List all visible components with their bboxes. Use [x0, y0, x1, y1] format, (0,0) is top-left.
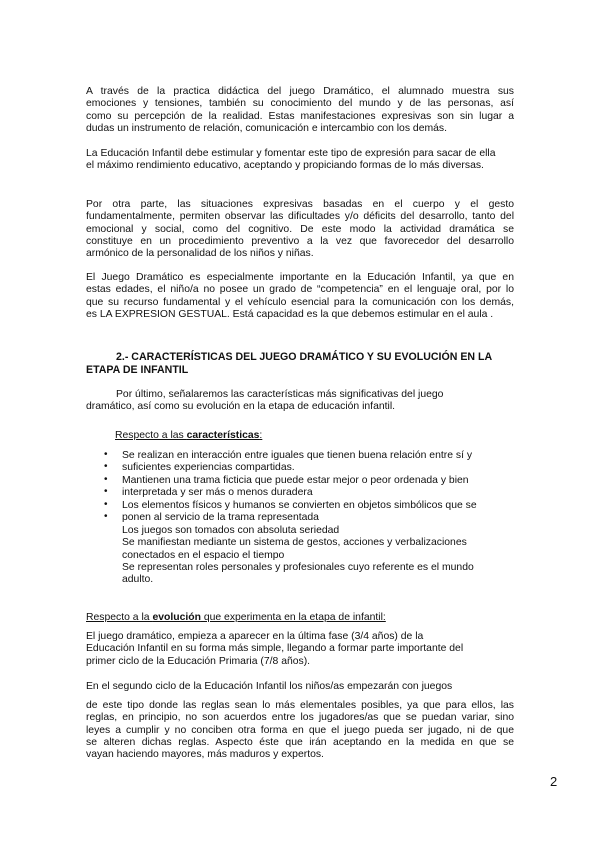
bullet-icon: •	[104, 461, 108, 473]
indented-characteristics	[122, 525, 522, 586]
heading-line: 2.- CARACTERÍSTICAS DEL JUEGO DRAMÁTICO Y SU EVOLUCIÓN EN LA	[116, 351, 493, 363]
paragraph-segundo-ciclo	[86, 681, 514, 693]
subheading-prefix: Respecto a las	[115, 430, 187, 441]
text-line: se alteren dichas reglas. Aspecto éste que irán aceptando en la medida en que se	[86, 736, 514, 748]
text-line: dudas un instrumento de relación, comunicación e intercambio con los demás.	[86, 122, 447, 134]
text-line: A través de la practica didáctica del juego Dramático, el alumnado muestra sus	[86, 86, 514, 97]
list-item: • suficientes experiencias compartidas.	[104, 461, 295, 474]
text-line: Por otra parte, las situaciones expresivas basadas en el cuerpo y el gesto	[86, 199, 514, 210]
text-line: El juego dramático, empieza a aparecer en la última fase (3/4 años) de la	[86, 631, 424, 642]
text-line: el máximo rendimiento educativo, aceptando y propiciando formas de lo más diversas.	[86, 160, 484, 172]
text-line: Se representan roles personales y profesionales cuyo referente es el mundo	[122, 561, 474, 573]
text-line: emocional y social, como del cognitivo. De este modo la actividad dramática se	[86, 223, 514, 235]
list-item: • interpretada y ser más o menos duradera	[104, 486, 313, 499]
text-line: fundamentalmente, permiten observar las dificultades y/o déficits del desarrollo, tanto del	[86, 211, 514, 223]
paragraph-reglas	[86, 700, 514, 761]
text-line: adulto.	[122, 574, 154, 586]
subheading-bold: características	[186, 430, 260, 441]
text-line: conectados en el espacio el tiempo	[122, 549, 285, 561]
list-item: • Se realizan en interacción entre iguales que tienen buena relación entre sí y	[104, 449, 473, 461]
paragraph-juego-dramatico	[86, 272, 514, 321]
subheading-suffix: que experimenta en la etapa de infantil:	[200, 612, 386, 623]
subheading-evolucion	[86, 612, 514, 624]
subheading-suffix: :	[259, 430, 263, 441]
text-line: leyes a cumplir y no conciben otra forma en que el juego pueda ser jugado, ni de que	[86, 724, 514, 736]
text-line: estas edades, el niño/a no posee un grado de “competencia” en el lenguaje oral, por lo	[86, 284, 514, 296]
text-line: reglas, en principio, no son acuerdos entre los jugadores/as que se puedan variar, sino	[86, 712, 514, 724]
subheading-caracteristicas	[115, 430, 543, 442]
text-line: constituye en un procedimiento preventivo a la vez que favorecedor del desarrollo	[86, 235, 514, 247]
page-number: 2	[550, 774, 558, 789]
bullet-icon: •	[104, 511, 108, 523]
list-item: • ponen al servicio de la trama representada	[104, 511, 319, 524]
text-line: que su recurso fundamental y el vehículo esencial para la comunicación con los demás,	[86, 296, 514, 308]
subheading-bold: evolución	[152, 612, 201, 623]
list-item: • Los elementos físicos y humanos se convierten en objetos simbólicos que se	[104, 498, 477, 511]
text-line: Por último, señalaremos las características más significativas del juego	[116, 389, 444, 400]
text-line: como su percepción de la realidad. Estas manifestaciones expresivas son sin lugar a	[86, 110, 514, 122]
text-line: es LA EXPRESION GESTUAL. Está capacidad es la que debemos estimular en el aula .	[86, 308, 494, 320]
paragraph-situaciones-expresivas	[86, 199, 514, 260]
text-line: Los juegos son tomados con absoluta seriedad	[122, 525, 340, 536]
paragraph-intro	[86, 86, 514, 135]
paragraph-por-ultimo	[86, 389, 514, 414]
paragraph-educacion-infantil	[86, 148, 514, 173]
text-line: armónico de la personalidad de los niños y niñas.	[86, 248, 314, 260]
characteristics-list	[104, 450, 524, 524]
bullet-icon: •	[104, 486, 108, 498]
bullet-icon: •	[104, 498, 108, 510]
paragraph-juego-aparece	[86, 631, 514, 668]
text-line: Se manifiestan mediante un sistema de gestos, acciones y verbalizaciones	[122, 537, 467, 549]
text-line: El Juego Dramático es especialmente importante en la Educación Infantil, ya que en	[86, 272, 514, 283]
text-line: primer ciclo de la Educación Primaria (7/8 años).	[86, 655, 311, 667]
bullet-icon: •	[104, 449, 108, 460]
text-line: En el segundo ciclo de la Educación Infantil los niños/as empezarán con juegos	[86, 681, 453, 692]
bullet-icon: •	[104, 473, 108, 485]
text-line: vayan haciendo mayores, más maduros y expertos.	[86, 749, 324, 761]
subheading-prefix: Respecto a la	[86, 612, 153, 623]
heading-line: ETAPA DE INFANTIL	[86, 364, 189, 376]
text-line: Educación Infantil en su forma más simple, llegando a formar parte importante del	[86, 643, 464, 655]
text-line: La Educación Infantil debe estimular y fomentar este tipo de expresión para sacar de ella	[86, 148, 496, 159]
text-line: emociones y tensiones, también su conocimiento del mundo y de las personas, así	[86, 98, 514, 110]
section-heading	[86, 351, 516, 377]
list-item: • Mantienen una trama ficticia que puede estar mejor o peor ordenada y bien	[104, 473, 469, 486]
text-line: dramático, así como su evolución en la etapa de educación infantil.	[86, 401, 396, 413]
text-line: de este tipo donde las reglas sean lo más elementales posibles, ya que para ellos, las	[86, 700, 514, 711]
